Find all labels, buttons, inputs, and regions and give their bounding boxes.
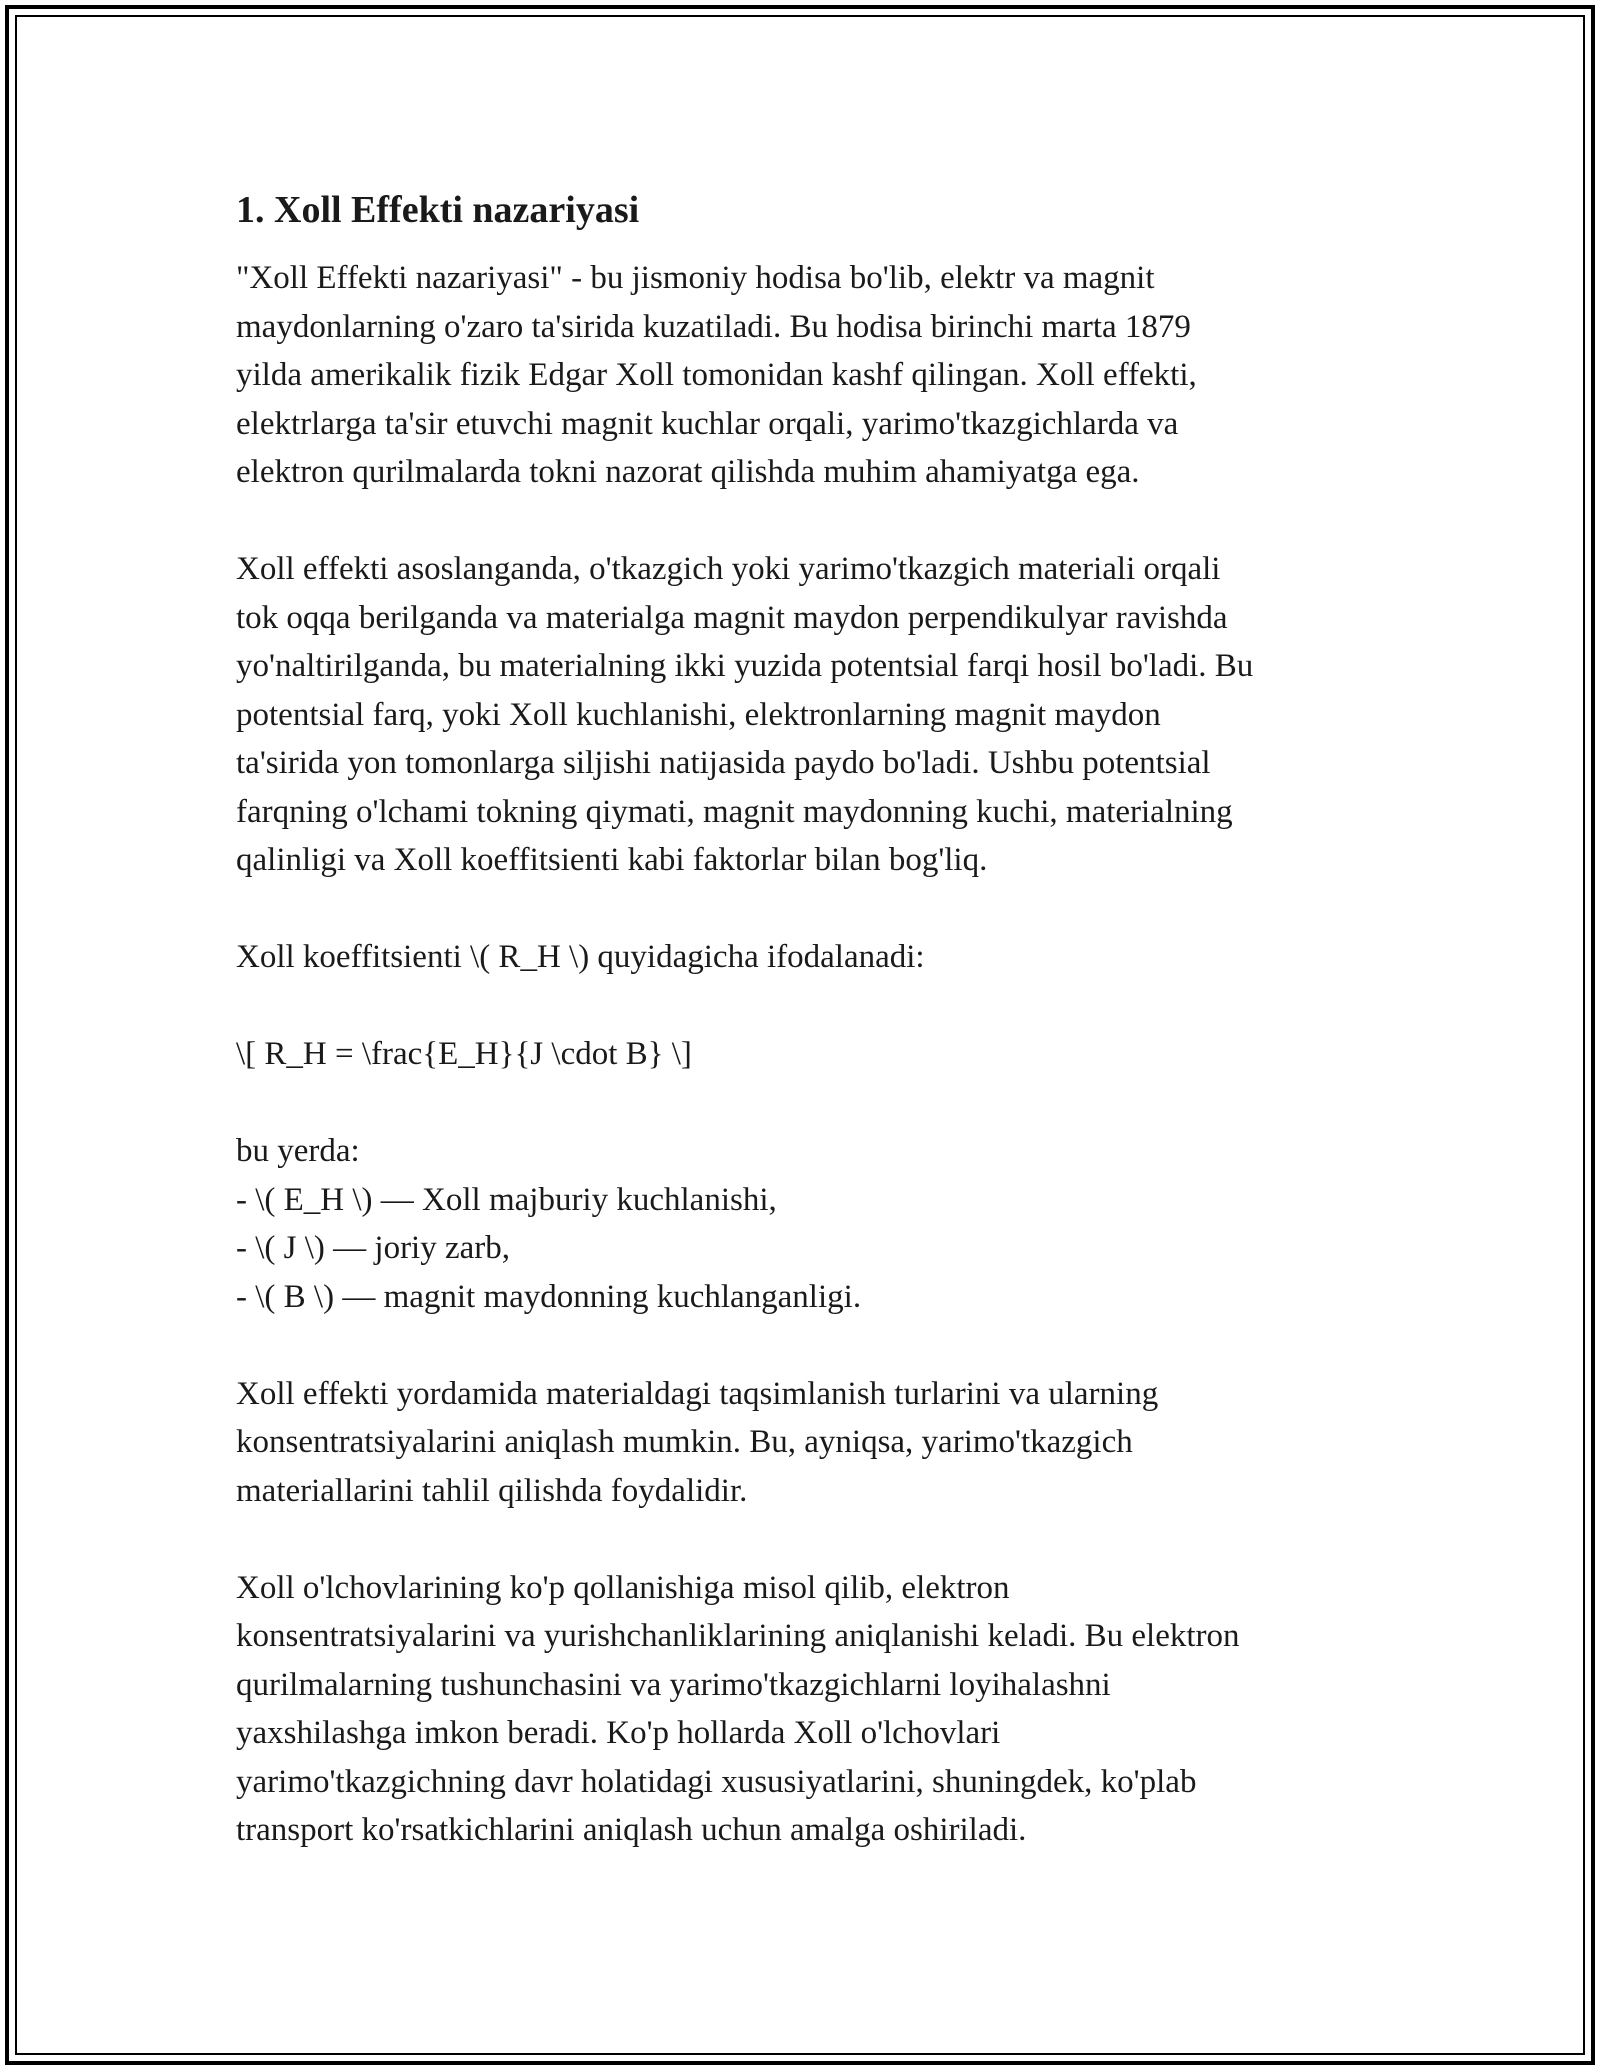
definitions-intro: bu yerda:	[236, 1133, 360, 1169]
intro-paragraph: "Xoll Effekti nazariyasi" - bu jismoniy hodisa bo'lib, elektr va magnit maydonlarning o'zaro ta'sirida kuzatiladi. Bu hodisa birinchi marta 1879 yilda amerikalik fizik Edgar Xoll tomonidan kashf qilingan. Xoll effekti, elektrlarga ta'sir etuvchi magnit kuchlar orqali, yarimo'tkazgichlarda va elektron qurilmalarda tokni nazorat qilishda muhim ahamiyatga ega.	[236, 260, 1197, 490]
definitions-list	[236, 1127, 1386, 1321]
mechanism-paragraph: Xoll effekti asoslanganda, o'tkazgich yoki yarimo'tkazgich materiali orqali tok oqqa berilganda va materialga magnit maydon perpendikulyar ravishda yo'naltirilganda, bu materialning ikki yuzida potentsial farqi hosil bo'ladi. Bu potentsial farq, yoki Xoll kuchlanishi, elektronlarning magnit maydon ta'sirida yon tomonlarga siljishi natijasida paydo bo'ladi. Ushbu potentsial farqning o'lchami tokning qiymati, magnit maydonning kuchi, materialning qalinligi va Xoll koeffitsienti kabi faktorlar bilan bog'liq.	[236, 551, 1254, 878]
document-body	[236, 186, 1386, 1855]
applications-paragraph: Xoll effekti yordamida materialdagi taqsimlanish turlarini va ularning konsentratsiyalarini aniqlash mumkin. Bu, ayniqsa, yarimo'tkazgich materiallarini tahlil qilishda foydalidir.	[236, 1375, 1159, 1509]
formula-line: \[ R_H = \frac{E_H}{J \cdot B} \]	[236, 1036, 692, 1072]
definition-item: - \( J \) — joriy zarb,	[236, 1230, 511, 1266]
definition-item: - \( B \) — magnit maydonning kuchlanganligi.	[236, 1278, 862, 1315]
coefficient-intro: Xoll koeffitsienti \( R_H \) quyidagicha ifodalanadi:	[236, 939, 925, 975]
measurements-paragraph: Xoll o'lchovlarining ko'p qollanishiga misol qilib, elektron konsentratsiyalarini va yurishchanliklarining aniqlanishi keladi. Bu elektron qurilmalarning tushunchasini va yarimo'tkazgichlarni loyihalashni yaxshilashga imkon beradi. Ko'p hollarda Xoll o'lchovlari yarimo'tkazgichning davr holatidagi xususiyatlarini, shuningdek, ko'plab transport ko'rsatkichlarini aniqlash uchun amalga oshiriladi.	[236, 1569, 1240, 1848]
definition-item: - \( E_H \) — Xoll majburiy kuchlanishi,	[236, 1181, 777, 1218]
section-heading: 1. Xoll Effekti nazariyasi	[236, 189, 640, 231]
